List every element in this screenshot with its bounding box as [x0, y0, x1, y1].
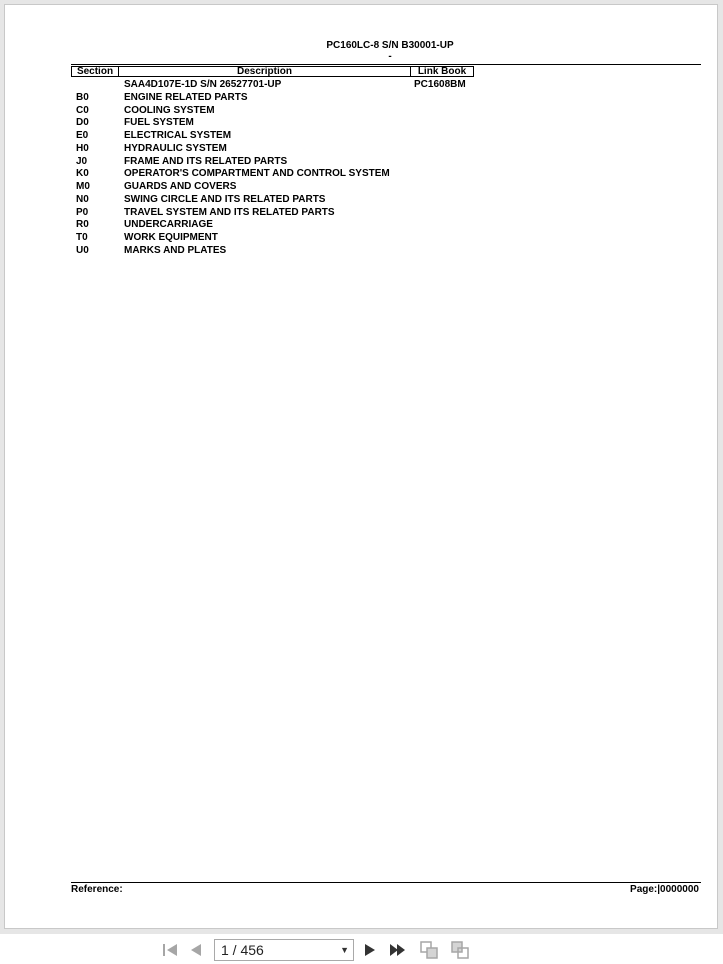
section-description[interactable]: HYDRAULIC SYSTEM [124, 142, 227, 154]
reference-label: Reference: [71, 884, 123, 895]
section-description[interactable]: TRAVEL SYSTEM AND ITS RELATED PARTS [124, 206, 335, 218]
link-book[interactable]: PC1608BM [414, 79, 466, 90]
footer-rule [71, 882, 701, 883]
copy-link-button[interactable] [419, 940, 439, 960]
table-row[interactable] [5, 105, 719, 118]
section-code: N0 [76, 193, 89, 205]
section-description[interactable]: ELECTRICAL SYSTEM [124, 130, 232, 141]
document-page [4, 4, 718, 929]
section-code: M0 [76, 181, 90, 192]
table-row[interactable] [5, 117, 719, 130]
last-page-button[interactable] [388, 940, 408, 960]
section-description[interactable]: SWING CIRCLE AND ITS RELATED PARTS [124, 193, 326, 205]
paste-link-icon [450, 940, 470, 960]
section-description[interactable]: UNDERCARRIAGE [124, 219, 213, 231]
page-selector[interactable] [214, 939, 354, 961]
section-description[interactable]: MARKS AND PLATES [124, 244, 227, 256]
table-row[interactable] [5, 181, 719, 194]
column-header-section: Section [71, 66, 119, 77]
section-list [5, 79, 719, 258]
section-description[interactable]: ENGINE RELATED PARTS [124, 91, 248, 103]
previous-page-icon [187, 941, 205, 959]
column-header-link-book: Link Book [410, 66, 474, 77]
paste-link-button[interactable] [450, 940, 470, 960]
table-row[interactable] [5, 156, 719, 169]
table-row[interactable] [5, 207, 719, 220]
section-code: R0 [76, 219, 89, 231]
section-code: U0 [76, 244, 89, 256]
document-title: PC160LC-8 S/N B30001-UP [326, 40, 454, 51]
table-row[interactable] [5, 143, 719, 156]
chevron-down-icon: ▼ [340, 945, 349, 955]
section-description[interactable]: WORK EQUIPMENT [124, 232, 218, 243]
header-rule [71, 64, 701, 65]
section-code: J0 [76, 155, 88, 167]
section-code: H0 [76, 142, 89, 154]
section-code: B0 [76, 91, 89, 103]
section-description[interactable]: GUARDS AND COVERS [124, 181, 237, 192]
table-row[interactable] [5, 79, 719, 92]
page-number-label: Page:|0000000 [630, 884, 699, 895]
section-description[interactable]: FUEL SYSTEM [124, 117, 194, 129]
table-row[interactable] [5, 130, 719, 143]
page-indicator: 1 / 456 [221, 942, 264, 958]
section-description[interactable]: COOLING SYSTEM [124, 104, 215, 116]
first-page-icon [161, 941, 179, 959]
table-row[interactable] [5, 92, 719, 105]
next-page-icon [361, 941, 379, 959]
last-page-icon [388, 941, 408, 959]
section-description[interactable]: FRAME AND ITS RELATED PARTS [124, 155, 288, 167]
table-row[interactable] [5, 219, 719, 232]
title-dash: - [388, 51, 392, 62]
previous-page-button[interactable] [186, 940, 206, 960]
section-code: D0 [76, 117, 89, 129]
table-row[interactable] [5, 168, 719, 181]
column-header-description: Description [119, 66, 411, 77]
section-code: P0 [76, 206, 89, 218]
section-code: C0 [76, 104, 89, 116]
table-row[interactable] [5, 194, 719, 207]
section-description[interactable]: SAA4D107E-1D S/N 26527701-UP [124, 79, 282, 90]
section-code: T0 [76, 232, 88, 243]
section-code: K0 [76, 168, 89, 180]
copy-link-icon [419, 940, 439, 960]
table-row[interactable] [5, 232, 719, 245]
section-description[interactable]: OPERATOR'S COMPARTMENT AND CONTROL SYSTEM [124, 168, 390, 180]
section-code: E0 [76, 130, 89, 141]
next-page-button[interactable] [360, 940, 380, 960]
navigation-toolbar [0, 934, 723, 964]
table-row[interactable] [5, 245, 719, 258]
first-page-button[interactable] [160, 940, 180, 960]
